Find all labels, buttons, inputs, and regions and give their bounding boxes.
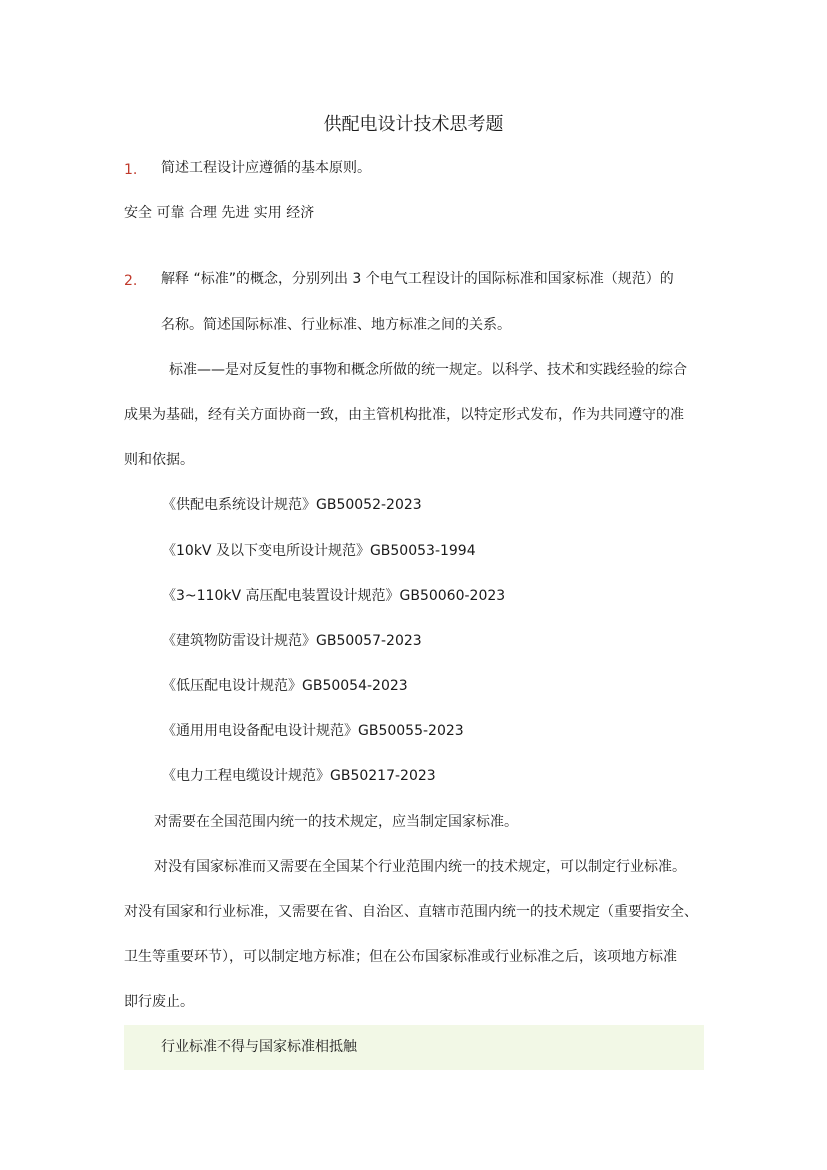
question-1-number: 1. xyxy=(124,162,138,178)
relation-line2: 对没有国家标准而又需要在全国某个行业范围内统一的技术规定，可以制定行业标准。 xyxy=(154,859,686,875)
relation-line1: 对需要在全国范围内统一的技术规定，应当制定国家标准。 xyxy=(154,814,518,830)
highlight-text: 行业标准不得与国家标准相抵触 xyxy=(161,1039,357,1055)
standard-item: 《低压配电设计规范》GB50054-2023 xyxy=(162,678,408,694)
question-1-text: 简述工程设计应遵循的基本原则。 xyxy=(161,160,371,176)
question-1-answer: 安全 可靠 合理 先进 实用 经济 xyxy=(124,205,315,221)
standard-item: 《10kV 及以下变电所设计规范》GB50053-1994 xyxy=(162,543,476,559)
standard-item: 《电力工程电缆设计规范》GB50217-2023 xyxy=(162,768,436,784)
standard-item: 《供配电系统设计规范》GB50052-2023 xyxy=(162,497,422,513)
question-2-text-line2: 名称。简述国际标准、行业标准、地方标准之间的关系。 xyxy=(161,317,511,333)
definition-line1: 标准——是对反复性的事物和概念所做的统一规定。以科学、技术和实践经验的综合 xyxy=(169,362,687,378)
relation-line4: 卫生等重要环节），可以制定地方标准；但在公布国家标准或行业标准之后，该项地方标准 xyxy=(124,949,677,965)
standard-item: 《通用用电设备配电设计规范》GB50055-2023 xyxy=(162,723,464,739)
definition-line2: 成果为基础，经有关方面协商一致，由主管机构批准，以特定形式发布，作为共同遵守的准 xyxy=(124,407,684,423)
relation-line3: 对没有国家和行业标准，又需要在省、自治区、直辖市范围内统一的技术规定（重要指安全、 xyxy=(124,904,698,920)
question-2-text-line1: 解释 “标准”的概念，分别列出 3 个电气工程设计的国际标准和国家标准（规范）的 xyxy=(161,271,674,287)
document-title: 供配电设计技术思考题 xyxy=(323,114,504,135)
standard-item: 《3~110kV 高压配电装置设计规范》GB50060-2023 xyxy=(162,588,506,604)
relation-line5: 即行废止。 xyxy=(124,994,194,1010)
definition-line3: 则和依据。 xyxy=(124,452,194,468)
standard-item: 《建筑物防雷设计规范》GB50057-2023 xyxy=(162,633,422,649)
question-2-number: 2. xyxy=(124,273,138,289)
